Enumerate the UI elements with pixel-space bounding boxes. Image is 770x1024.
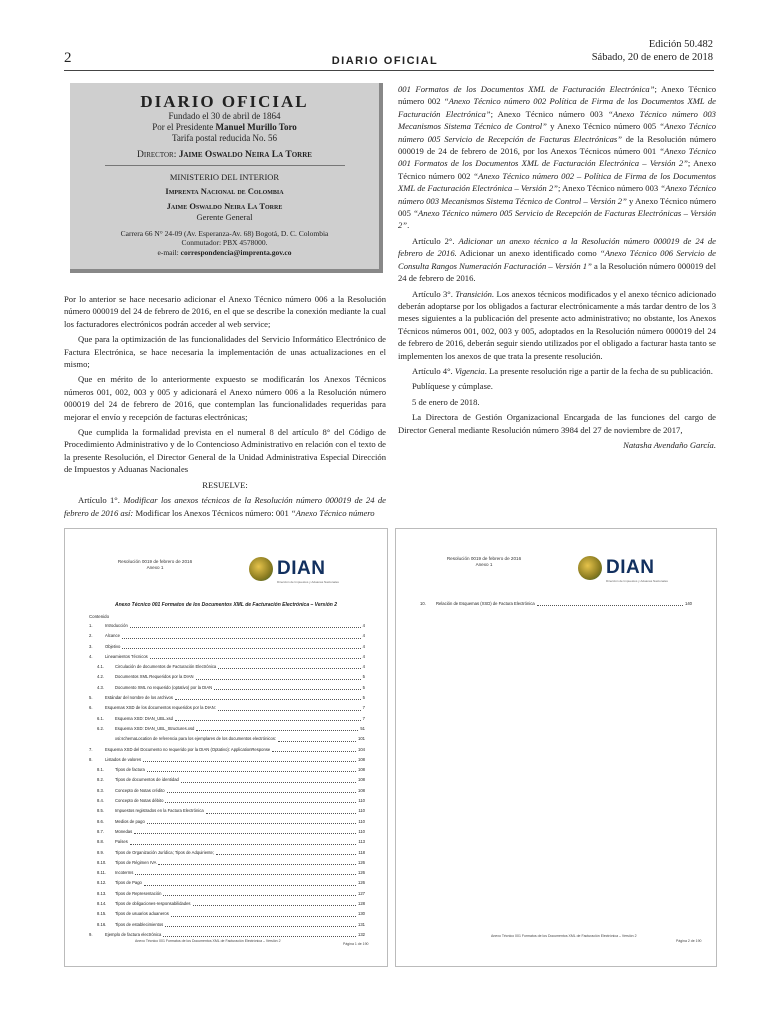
- toc-leader: [537, 599, 683, 606]
- toc-page: 5: [362, 684, 365, 690]
- toc-page: 7: [362, 715, 365, 721]
- article-2: [398, 235, 716, 285]
- toc-row[interactable]: [89, 662, 365, 672]
- annex-ref-4: “Anexo Técnico número 005 Servicio de Recepción de Facturas Electrónicas”: [398, 121, 717, 144]
- toc-number: 8.5.: [97, 808, 104, 814]
- toc-number: 10.: [420, 601, 426, 606]
- toc-row[interactable]: [89, 909, 365, 919]
- toc-row[interactable]: [89, 693, 365, 703]
- article-2-text: Adicionar un anexo identificado como: [456, 248, 600, 259]
- toc-leader: [171, 909, 356, 916]
- toc-leader: [181, 775, 356, 782]
- toc-row[interactable]: [89, 672, 365, 682]
- dian-logo: DIAN: [606, 557, 655, 578]
- toc-row[interactable]: [89, 642, 365, 652]
- toc-number: 8.4.: [97, 798, 104, 804]
- masthead-tariff: Tarifa postal reducida No. 56: [171, 133, 278, 143]
- annex-page-1-header: [115, 559, 195, 571]
- toc-title: Tipos de documentos de identidad: [115, 777, 179, 783]
- toc-page: 7: [362, 705, 365, 711]
- toc-row[interactable]: [89, 703, 365, 713]
- toc-leader: [218, 703, 361, 710]
- toc-page: 110: [358, 828, 365, 834]
- toc-row[interactable]: [89, 889, 365, 899]
- text-b: ; Anexo Técnico número 003: [490, 108, 609, 119]
- toc-row[interactable]: [89, 848, 365, 858]
- toc-number: 2.: [89, 633, 93, 639]
- toc-page: 126: [358, 870, 365, 876]
- toc-leader: [216, 848, 356, 855]
- article-1: [64, 494, 386, 519]
- toc-page: 4: [362, 623, 365, 628]
- toc-number: 8.8.: [97, 839, 104, 845]
- toc-row[interactable]: [89, 817, 365, 827]
- toc-title: Tipos de Organización Jurídica; Tipos de Adquiriente;: [115, 849, 215, 855]
- annex-page-2-footer: Anexo Técnico 001 Formatos de los Documentos XML de Facturación Electrónica – Versión 2: [491, 934, 637, 938]
- toc-number: 8.11.: [97, 870, 107, 876]
- email-address[interactable]: correspondencia@imprenta.gov.co: [180, 248, 292, 257]
- toc-row[interactable]: [89, 878, 365, 888]
- toc-leader: [278, 734, 356, 741]
- toc-heading: Contenido: [89, 614, 110, 619]
- closing-paragraph: La Directora de Gestión Organizacional Encargada de las funciones del cargo de Director General mediante Resolución número 3984 del 27 de noviembre de 2017,: [398, 412, 716, 435]
- director-name: Jaime Oswaldo Neira La Torre: [178, 150, 312, 160]
- toc-leader: [167, 786, 356, 793]
- toc-title: Monedas: [115, 828, 133, 834]
- journal-header-title: DIARIO OFICIAL: [331, 55, 439, 67]
- toc-number: 5.: [89, 695, 93, 701]
- toc-title: Concepto de Notas débito: [115, 798, 164, 804]
- toc-page: 4: [362, 643, 365, 649]
- toc-row[interactable]: [89, 786, 365, 796]
- annex-ref-8: “Anexo Técnico número 005 Servicio de Recepción de Facturas Electrónicas – Versión 2”: [398, 208, 716, 231]
- toc-row[interactable]: [89, 775, 365, 785]
- annex-ref-1: 001 Formatos de los Documentos XML de Facturación Electrónica”: [398, 84, 655, 94]
- toc-page: 131: [358, 921, 365, 927]
- article-3-italic: Transición.: [455, 288, 495, 299]
- toc-title: Esquema XSD: DIAN_UBL_Structures.xsd: [115, 725, 195, 731]
- masthead-email: [70, 247, 379, 258]
- toc-page: 127: [358, 890, 365, 896]
- annex-page-1-page: Página 1 de 190: [343, 942, 369, 946]
- toc-leader: [196, 724, 358, 731]
- president-name: Manuel Murillo Toro: [215, 122, 297, 132]
- left-paragraph-3: Que en mérito de lo anteriormente expuesto se modificarán los Anexos Técnicos números 001, 002, 003 y 005 y adicionará el Anexo número 006 a la Resolución número 000019 del 24 de febrero de 2016, que contemplan las funcionalidades requeridas para mejorar el envío y recepción de facturas electrónicas;: [64, 374, 386, 422]
- toc-row[interactable]: [89, 745, 365, 755]
- edition-info: [592, 38, 713, 64]
- toc-title: Medios de pago: [115, 818, 145, 824]
- toc-title: Esquema XSD: DIAN_UBL.xsd: [115, 715, 173, 721]
- toc-title: Tipos de usuarios aduaneros: [115, 911, 169, 917]
- toc-number: 8.2.: [97, 777, 104, 783]
- masthead-imprenta: Imprenta Nacional de Colombia: [165, 186, 284, 196]
- edition-number: Edición 50.482: [648, 39, 713, 50]
- toc-title: Tipos de Régimen IVA: [115, 859, 157, 865]
- article-2-rest: a la Resolución número 000019 del 24 de febrero de 2016.: [398, 260, 716, 284]
- text-c: y Anexo Técnico número 005: [546, 121, 660, 132]
- toc-row[interactable]: [89, 806, 365, 816]
- toc-row[interactable]: [89, 652, 365, 662]
- article-1-lead: Artículo 1°.: [78, 495, 124, 506]
- toc-number: [89, 734, 115, 744]
- toc-leader: [165, 796, 356, 803]
- right-paragraph-1: [398, 83, 716, 232]
- toc-leader: [147, 765, 356, 772]
- toc-leader: [122, 631, 361, 638]
- toc-page: 140: [685, 601, 692, 606]
- toc-number: 4.: [89, 653, 93, 659]
- article-1-italic-2: “Anexo Técnico número: [290, 507, 375, 518]
- masthead-director: [70, 150, 379, 161]
- toc-leader: [175, 714, 361, 721]
- toc-title: Esquemas XSD de los documentos requeridos por la DIAN:: [105, 705, 216, 711]
- toc-leader: [147, 817, 357, 824]
- director-prefix: Director:: [137, 150, 179, 160]
- toc-leader: [165, 920, 356, 927]
- annex-ref-5: “Anexo Técnico 001 Formatos de los Documentos XML de Facturación Electrónica – Versión 2”: [398, 146, 716, 169]
- header-rule: [64, 70, 714, 71]
- toc-leader: [193, 899, 357, 906]
- masthead-phone: Conmutador: PBX 4578000.: [181, 238, 268, 247]
- toc-row[interactable]: [89, 899, 365, 909]
- dian-logo: DIAN: [277, 558, 326, 579]
- masthead-box: [70, 83, 383, 273]
- text-e: ; Anexo Técnico número 002: [398, 158, 716, 181]
- toc-leader: [158, 858, 356, 865]
- toc-row[interactable]: [89, 765, 365, 775]
- masthead-founded: Fundado el 30 de abril de 1864: [168, 111, 281, 121]
- toc-number: 4.1.: [97, 664, 104, 670]
- toc-leader: [218, 662, 360, 669]
- toc-title: Incoterms: [115, 870, 134, 876]
- toc-number: 6.2.: [97, 725, 104, 731]
- masthead-address: Carrera 66 N° 24-09 (Av. Esperanza-Av. 68) Bogotá, D. C. Colombia: [120, 229, 329, 238]
- toc-title: Documento XML no requerido (optativo) por la DIAN: [115, 684, 213, 690]
- toc-leader: [163, 930, 356, 937]
- masthead-manager-title: Gerente General: [196, 212, 253, 222]
- toc-title: Tipos de Representación: [115, 890, 162, 896]
- annex-page-1-header-annex: Anexo 1: [146, 565, 164, 570]
- toc-row[interactable]: [89, 827, 365, 837]
- page-number: 2: [64, 50, 72, 66]
- toc-page: 101: [358, 736, 365, 742]
- toc-row[interactable]: [89, 837, 365, 847]
- toc-title: Ejemplo de factura electrónica: [105, 931, 162, 937]
- text-d: de la Resolución número 000019 de 24 de febrero de 2016, por los Anexos Técnicos número 001: [398, 133, 716, 157]
- edition-date: Sábado, 20 de enero de 2018: [591, 52, 713, 63]
- toc-number: 7.: [89, 746, 93, 752]
- text-f: ; Anexo Técnico número 003: [557, 183, 661, 194]
- left-paragraph-4: Que cumplida la formalidad prevista en el numeral 8 del artículo 8° del Código de Procedimiento Administrativo y de lo Contencioso Administrativo en relación con el texto de la presente Resolución, el Director General de la Unidad Administrativa Especial Dirección de Impuestos y Aduanas Nacionales: [64, 427, 386, 475]
- email-prefix: e-mail:: [157, 248, 181, 257]
- right-column: [398, 83, 716, 454]
- toc-row[interactable]: [89, 724, 365, 734]
- toc-title: Tipos de establecimientos: [115, 921, 164, 927]
- toc-leader: [130, 621, 361, 628]
- masthead-ministry: MINISTERIO DEL INTERIOR: [169, 172, 280, 182]
- toc-page: 126: [358, 859, 365, 865]
- toc-row[interactable]: [89, 714, 365, 724]
- toc-title: Países: [115, 839, 128, 845]
- toc-title: Concepto de Notas crédito: [115, 787, 165, 793]
- article-4-rest: . La presente resolución rige a partir de la fecha de su publicación.: [484, 365, 713, 376]
- toc-number: 8.12.: [97, 880, 107, 886]
- resolution-date: 5 de enero de 2018.: [412, 396, 480, 407]
- masthead-manager: Jaime Oswaldo Neira La Torre: [166, 201, 283, 211]
- toc-leader: [150, 652, 361, 659]
- article-3-lead: Artículo 3°.: [412, 288, 456, 299]
- annex-page-1-title: Anexo Técnico 001 Formatos de los Documentos XML de Facturación Electrónica – Versión 2: [114, 602, 337, 608]
- toc-page: 118: [358, 849, 365, 855]
- toc-title: Alcance: [105, 633, 120, 639]
- article-2-lead: Artículo 2°.: [412, 235, 459, 246]
- article-1-rest: Modificar los Anexos Técnicos número: 001: [133, 507, 291, 518]
- toc-leader: [214, 683, 361, 690]
- toc-page: 110: [358, 798, 365, 804]
- toc-page: 130: [358, 911, 365, 917]
- toc-title: Impuestos registrados en la Factura Electrónica: [115, 808, 204, 814]
- toc-row[interactable]: [89, 796, 365, 806]
- toc-title: Tipos de Pago: [115, 880, 142, 886]
- toc-row[interactable]: [89, 734, 365, 744]
- annex-ref-6: “Anexo Técnico número 002 – Política de Firma de los Documentos XML de Facturación Electrónica – Versión 2”: [398, 170, 717, 194]
- masthead-divider: [105, 165, 345, 166]
- toc-row[interactable]: [89, 868, 365, 878]
- article-4-italic: Vigencia: [454, 365, 485, 376]
- toc-number: 6.: [89, 705, 93, 711]
- toc-number: 8.6.: [97, 818, 104, 824]
- toc-row[interactable]: [89, 631, 365, 641]
- left-paragraph-2: Que para la optimización de las funcionalidades del Servicio Informático Electrónico de Factura Electrónica, se hace necesaria la implementación de unas actualizaciones en el mismo;: [64, 334, 386, 370]
- annex-page-2-header-resolution: Resolución 0019 de febrero de 2016: [446, 556, 522, 561]
- text-h: .: [407, 220, 410, 231]
- toc-row[interactable]: [89, 858, 365, 868]
- toc-page: 108: [358, 777, 365, 783]
- toc-number: 8.16.: [97, 921, 107, 927]
- dian-logo-subtitle: Dirección de Impuestos y Aduanas Nacionales: [606, 579, 668, 583]
- toc-page: 5: [362, 695, 365, 701]
- toc-page: 5: [362, 674, 365, 680]
- toc-page: 110: [358, 808, 365, 814]
- toc-page: 108: [358, 756, 365, 762]
- toc-page: 108: [358, 767, 365, 773]
- left-paragraph-1: Por lo anterior se hace necesario adicionar el Anexo Técnico número 006 a la Resolución número 000019 del 24 de febrero de 2016, en el que se describe la conexión mediante la cual los facturadores electrónicos podrán acceder al web service;: [64, 294, 386, 329]
- toc-title: Documentos XML Requeridos por la DIAN: [115, 674, 194, 680]
- toc-leader: [196, 672, 361, 679]
- toc-number: 8.14.: [97, 901, 107, 907]
- annex-ref-2: “Anexo Técnico número 002 Política de Firma de los Documentos XML de Facturación Electrónica”: [398, 96, 716, 119]
- toc-leader: [163, 889, 356, 896]
- toc-leader: [130, 837, 357, 844]
- annex-page-2-page: Página 2 de 190: [676, 939, 702, 943]
- toc-page: 126: [358, 880, 365, 886]
- toc-number: 3.: [89, 643, 93, 649]
- toc-leader: [135, 868, 356, 875]
- publish-line: Publíquese y cúmplase.: [412, 381, 493, 392]
- toc-row[interactable]: [89, 621, 365, 631]
- toc-page: 4: [362, 653, 365, 659]
- toc-row[interactable]: [420, 599, 692, 609]
- annex-page-1-header-resolution: Resolución 0019 de febrero de 2016: [117, 559, 193, 564]
- toc-page: 104: [358, 746, 365, 752]
- article-2-italic-2: “Anexo Técnico 006 Servicio de Consulta Rangos Numeración Facturación – Versión 1”: [398, 248, 716, 271]
- table-of-contents: [89, 613, 365, 940]
- toc-page: 4: [362, 664, 365, 670]
- annex-page-2-header: [444, 556, 524, 568]
- toc-title: Introducción: [105, 623, 128, 628]
- toc-leader: [144, 878, 356, 885]
- annex-page-2-header-annex: Anexo 1: [475, 562, 493, 567]
- text-a: ; Anexo Técnico número 002: [398, 84, 716, 107]
- toc-title: Estándar del nombre de los archivos: [105, 695, 173, 701]
- article-4: [398, 365, 716, 377]
- toc-number: 8.7.: [97, 828, 104, 834]
- dian-seal-icon: [249, 557, 273, 581]
- toc-title: Tipos de obligaciones-responsabilidades: [115, 901, 191, 907]
- toc-number: 9.: [89, 931, 93, 937]
- toc-title: Circulación de documentos de Facturación Electrónica: [115, 664, 217, 670]
- toc-page: 132: [358, 931, 365, 937]
- annex-ref-3: “Anexo Técnico número 003 Mecanismos Sistema Técnico de Control”: [398, 108, 716, 132]
- toc-title: Tipos de factura: [115, 767, 145, 773]
- toc-row[interactable]: [89, 683, 365, 693]
- toc-number: 4.3.: [97, 684, 104, 690]
- resuelve-heading: RESUELVE:: [202, 479, 248, 490]
- masthead-title: DIARIO OFICIAL: [140, 92, 309, 111]
- toc-leader: [272, 745, 356, 752]
- article-2-italic: Adicionar un anexo técnico a la Resolución número 000019 de 24 de febrero de 2016.: [398, 235, 716, 259]
- toc-number: 8.9.: [97, 849, 104, 855]
- toc-title: Listados de valores: [105, 756, 142, 762]
- toc-title: Esquema XSD del Documento no requerido por la DIAN (Optativo): ApplicationResponse: [105, 746, 271, 752]
- toc-number: 8.13.: [97, 890, 107, 896]
- toc-number: 8.3.: [97, 787, 104, 793]
- article-3: [398, 288, 716, 362]
- toc-number: 8.1.: [97, 767, 104, 773]
- toc-title: Lineamientos Técnicos: [105, 653, 148, 659]
- toc-number: 1.: [89, 623, 93, 628]
- toc-leader: [175, 693, 361, 700]
- annex-page-1: [64, 528, 388, 967]
- toc-page: 51: [360, 725, 365, 731]
- president-prefix: Por el Presidente: [152, 122, 216, 132]
- toc-page: 128: [358, 901, 365, 907]
- masthead-president: [70, 122, 379, 133]
- toc-row[interactable]: [89, 755, 365, 765]
- toc-page: 4: [362, 633, 365, 639]
- toc-title: Relación de Esquemas (XSD) de Factura Electrónica: [436, 601, 535, 606]
- signature: Natasha Avendaño García.: [623, 439, 716, 450]
- article-4-lead: Artículo 4°.: [412, 365, 455, 376]
- toc-leader: [122, 642, 360, 649]
- toc-leader: [143, 755, 356, 762]
- toc-leader: [134, 827, 356, 834]
- toc-continued: [420, 599, 692, 609]
- dian-seal-icon: [578, 556, 602, 580]
- toc-row[interactable]: [89, 920, 365, 930]
- annex-ref-7: “Anexo Técnico número 003 Mecanismos Sistema Técnico de Control – Versión 2”: [398, 183, 716, 206]
- toc-page: 110: [358, 818, 365, 824]
- article-3-rest: Los anexos técnicos modificados y el anexo técnico adicionado deberán adoptarse por los obligados a facturar electrónicamente a más tardar dentro de los 3 meses siguientes a la publicación del presente acto administrativo; no obstante, los Anexos Técnicos números 001, 002, 003 y 005, adoptados en la Resolución número 000019 del 24 de febrero de 2016, deberán seguir siendo utilizados por el obligado a facturar hasta tanto se implementen los anexos de que trata la presente resolución.: [398, 288, 716, 361]
- left-column: [64, 293, 386, 522]
- toc-number: 8.: [89, 756, 93, 762]
- text-g: y Anexo Técnico número 005: [398, 195, 716, 219]
- toc-number: 8.15.: [97, 911, 107, 917]
- toc-page: 108: [358, 787, 365, 793]
- article-1-italic: Modificar los anexos técnicos de la Resolución número 000019 de 24 de febrero de 2016 así:: [64, 495, 386, 518]
- dian-logo-subtitle: Dirección de Impuestos y Aduanas Nacionales: [277, 580, 339, 584]
- toc-number: 4.2.: [97, 674, 104, 680]
- toc-rows: [89, 621, 365, 940]
- toc-number: 6.1.: [97, 715, 104, 721]
- annex-page-1-footer: Anexo Técnico 001 Formatos de los Documentos XML de Facturación Electrónica – Versión 2: [135, 939, 281, 943]
- toc-page: 113: [358, 839, 365, 845]
- toc-number: 8.10.: [97, 859, 107, 865]
- toc-title: Objetivo: [105, 643, 121, 649]
- annex-page-2: [395, 528, 717, 967]
- toc-leader: [206, 806, 357, 813]
- toc-title: xsi:schemaLocation de referencia para los ejemplares de los documentos electrónicos:: [115, 736, 277, 742]
